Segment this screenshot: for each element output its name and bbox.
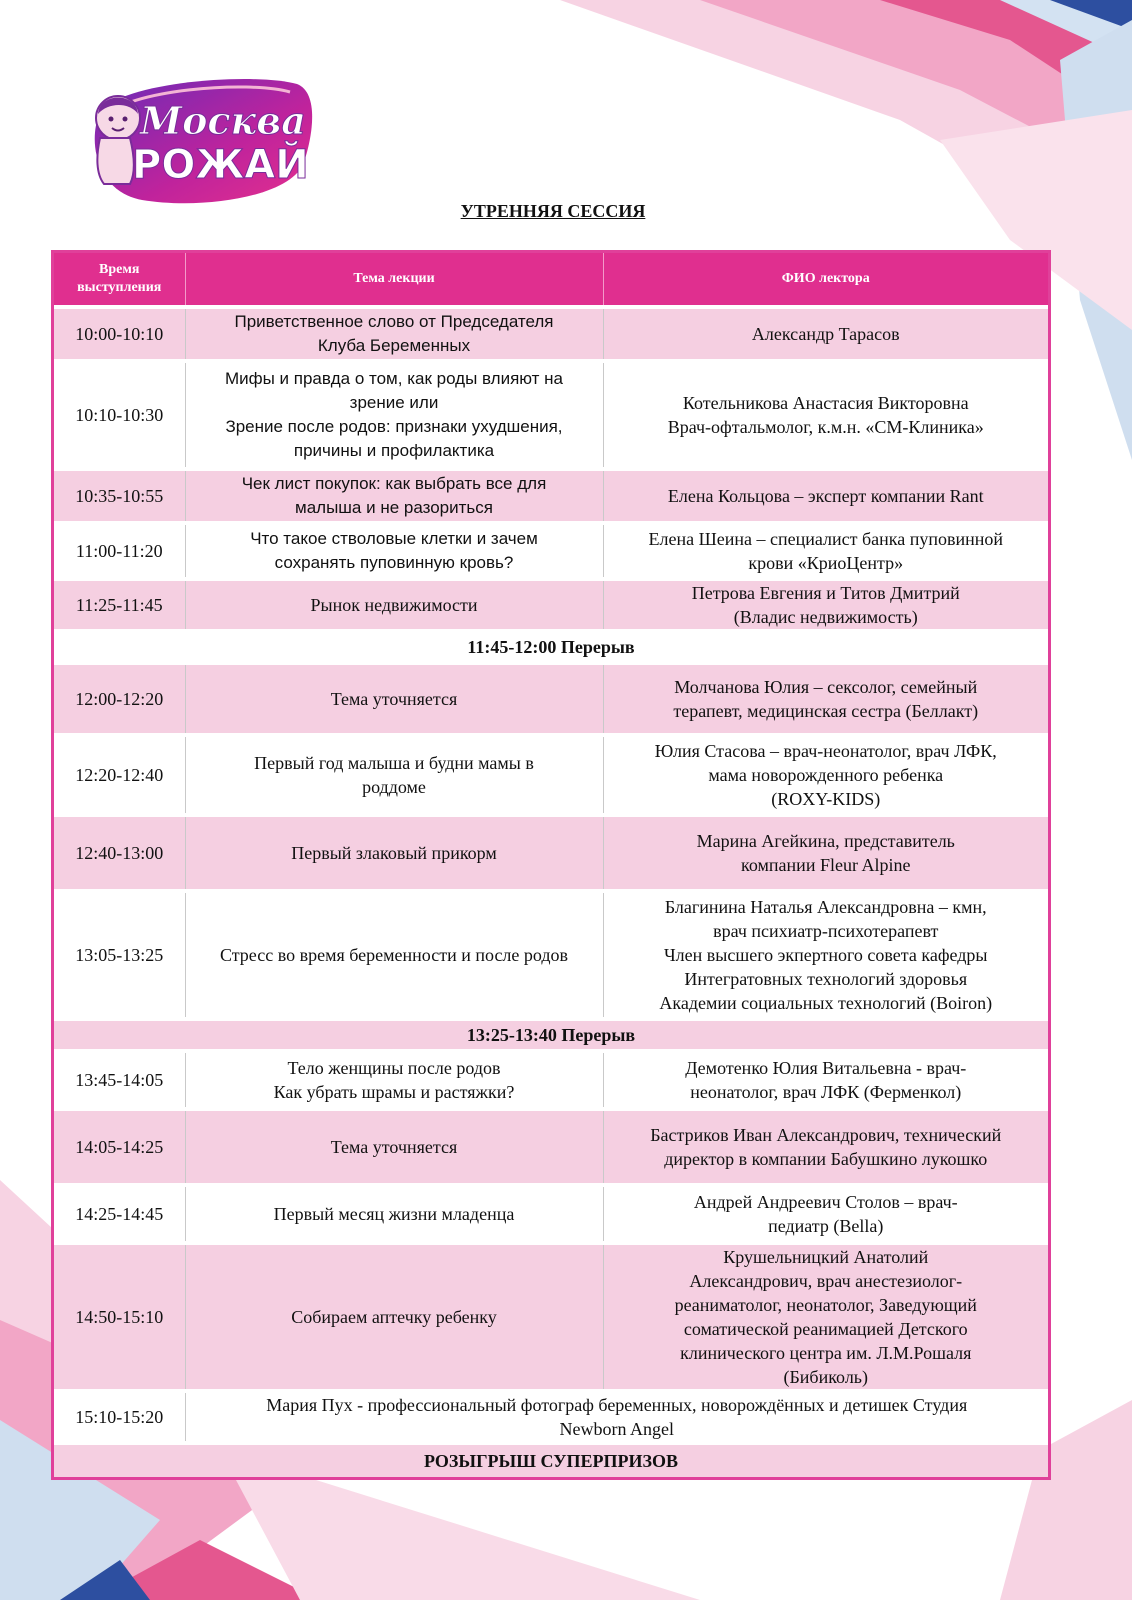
table-row [54,579,1048,631]
cell-speaker-line: реаниматолог, неонатолог, Заведующий [674,1295,977,1315]
cell-speaker-line: Котельникова Анастасия Викторовна [682,393,969,413]
cell-topic-line: Чек лист покупок: как выбрать все для [241,474,547,493]
header-topic: Тема лекции [185,253,603,307]
cell-speaker-line: директор в компании Бабушкино лукошко [664,1149,988,1169]
header-time-line1: Время [99,262,140,277]
cell-topic-line: зрение или [349,393,439,412]
cell-speaker [603,1109,1048,1185]
cell-speaker-line: Интегратовных технологий здоровья [684,969,968,989]
cell-time: 14:05-14:25 [54,1109,185,1185]
schedule-body [54,307,1048,1477]
cell-speaker-line: Крушельницкий Анатолий [723,1247,929,1267]
cell-topic-line: Тема уточняется [330,1137,458,1157]
cell-speaker-line: (Владис недвижимость) [733,607,918,627]
table-row [54,1391,1048,1443]
cell-topic-line: Мифы и правда о том, как роды влияют на [224,369,564,388]
moskva-rozhay-logo [82,72,318,212]
cell-topic-line: Рынок недвижимости [310,595,478,615]
cell-speaker [603,891,1048,1019]
cell-speaker-line: Андрей Андреевич Столов – врач- [693,1192,958,1212]
cell-topic-line: Стресс во время беременности и после родов [219,945,569,965]
session-title: УТРЕННЯЯ СЕССИЯ [460,201,646,221]
cell-time: 15:10-15:20 [54,1391,185,1443]
cell-speaker-line: (Бибиколь) [783,1367,869,1387]
cell-topic [185,1109,603,1185]
table-row [54,663,1048,735]
cell-speaker-line: Елена Шеина – специалист банка пуповинной [648,529,1004,549]
cell-speaker-line: терапевт, медицинская сестра (Беллакт) [673,701,979,721]
final-row [54,1443,1048,1477]
cell-speaker [603,361,1048,469]
cell-speaker-line: Бастриков Иван Александрович, технический [650,1125,1002,1145]
header-speaker: ФИО лектора [603,253,1048,307]
break-label: 11:45-12:00 Перерыв [54,631,1048,663]
table-row [54,1051,1048,1109]
cell-time: 10:10-10:30 [54,361,185,469]
table-row [54,307,1048,361]
prize-draw-label: РОЗЫГРЫШ СУПЕРПРИЗОВ [54,1443,1048,1477]
table-row [54,361,1048,469]
cell-speaker [603,663,1048,735]
cell-merged [185,1391,1048,1443]
table-row [54,469,1048,523]
cell-time: 13:45-14:05 [54,1051,185,1109]
cell-speaker-line: мама новорожденного ребенка [708,765,944,785]
cell-speaker [603,307,1048,361]
cell-speaker-line: Петрова Евгения и Титов Дмитрий [691,583,960,603]
cell-topic-line: Первый год малыша и будни мамы в [254,753,534,773]
cell-topic [185,663,603,735]
cell-time: 13:05-13:25 [54,891,185,1019]
cell-speaker-line: Александрович, врач анестезиолог- [689,1271,963,1291]
schedule-table [51,250,1051,1480]
cell-speaker-line: клинического центра им. Л.М.Рошаля [680,1343,972,1363]
table-row [54,815,1048,891]
cell-speaker-line: Юлия Стасова – врач-неонатолог, врач ЛФК, [654,741,997,761]
table-row [54,1185,1048,1243]
cell-speaker-line: Благинина Наталья Александровна – кмн, [664,897,987,917]
cell-time: 12:40-13:00 [54,815,185,891]
cell-speaker [603,1243,1048,1391]
cell-speaker [603,469,1048,523]
cell-topic-line: сохранять пуповинную кровь? [274,553,514,572]
cell-topic-line: причины и профилактика [293,441,495,460]
break-row [54,1019,1048,1051]
cell-topic [185,891,603,1019]
cell-speaker-line: Молчанова Юлия – сексолог, семейный [674,677,978,697]
cell-topic [185,735,603,815]
cell-topic-line: Как убрать шрамы и растяжки? [273,1082,515,1102]
cell-speaker-line: Член высшего экпертного совета кафедры [663,945,988,965]
table-row [54,735,1048,815]
cell-topic-line: Тема уточняется [330,689,458,709]
break-label: 13:25-13:40 Перерыв [54,1019,1048,1051]
cell-speaker [603,815,1048,891]
cell-speaker-line: соматической реанимацией Детского [683,1319,968,1339]
cell-topic [185,1243,603,1391]
logo-line2: РОЖАЙ [132,142,309,188]
cell-topic [185,1185,603,1243]
cell-topic [185,307,603,361]
cell-speaker-line: Академии социальных технологий (Boiron) [659,993,993,1013]
logo-line1: Москва [140,98,306,143]
cell-topic-line: Первый злаковый прикорм [291,843,497,863]
cell-time: 10:00-10:10 [54,307,185,361]
cell-time: 14:50-15:10 [54,1243,185,1391]
cell-topic [185,523,603,579]
cell-topic [185,579,603,631]
cell-speaker-line: педиатр (Bella) [768,1216,884,1236]
cell-speaker [603,1051,1048,1109]
cell-topic [185,1051,603,1109]
cell-topic-line: Первый месяц жизни младенца [273,1204,515,1224]
cell-time: 12:20-12:40 [54,735,185,815]
cell-speaker-line: неонатолог, врач ЛФК (Ферменкол) [690,1082,962,1102]
cell-speaker-line: Марина Агейкина, представитель [696,831,955,851]
cell-merged-line: Мария Пух - профессиональный фотограф беременных, новорождённых и детишек Студия [266,1395,968,1415]
table-row [54,891,1048,1019]
table-row [54,1243,1048,1391]
cell-time: 10:35-10:55 [54,469,185,523]
cell-speaker-line: Врач-офтальмолог, к.м.н. «СМ-Клиника» [667,417,984,437]
cell-speaker-line: Александр Тарасов [751,324,900,344]
cell-time: 12:00-12:20 [54,663,185,735]
cell-topic-line: Клуба Беременных [317,336,471,355]
cell-topic-line: Что такое стволовые клетки и зачем [250,529,538,548]
cell-topic [185,361,603,469]
cell-speaker-line: Елена Кольцова – эксперт компании Rant [667,486,984,506]
cell-topic-line: роддоме [362,777,426,797]
cell-time: 11:00-11:20 [54,523,185,579]
cell-speaker [603,735,1048,815]
table-row [54,523,1048,579]
cell-time: 14:25-14:45 [54,1185,185,1243]
cell-topic-line: Зрение после родов: признаки ухудшения, [225,417,563,436]
cell-speaker-line: компании Fleur Alpine [741,855,911,875]
cell-topic-line: малыша и не разориться [295,498,493,517]
cell-speaker-line: врач психиатр-психотерапевт [713,921,939,941]
cell-merged-line: Newborn Angel [559,1419,674,1439]
cell-topic-line: Тело женщины после родов [287,1058,501,1078]
header-time [54,253,185,307]
cell-topic-line: Собираем аптечку ребенку [291,1307,497,1327]
break-row [54,631,1048,663]
header-time-line2: выступления [77,280,162,295]
cell-speaker [603,579,1048,631]
cell-topic [185,815,603,891]
cell-time: 11:25-11:45 [54,579,185,631]
cell-speaker [603,523,1048,579]
cell-topic-line: Приветственное слово от Председателя [234,312,554,331]
cell-topic [185,469,603,523]
cell-speaker-line: Демотенко Юлия Витальевна - врач- [685,1058,967,1078]
cell-speaker-line: крови «КриоЦентр» [748,553,904,573]
cell-speaker [603,1185,1048,1243]
table-row [54,1109,1048,1185]
cell-speaker-line: (ROXY-KIDS) [771,789,881,809]
